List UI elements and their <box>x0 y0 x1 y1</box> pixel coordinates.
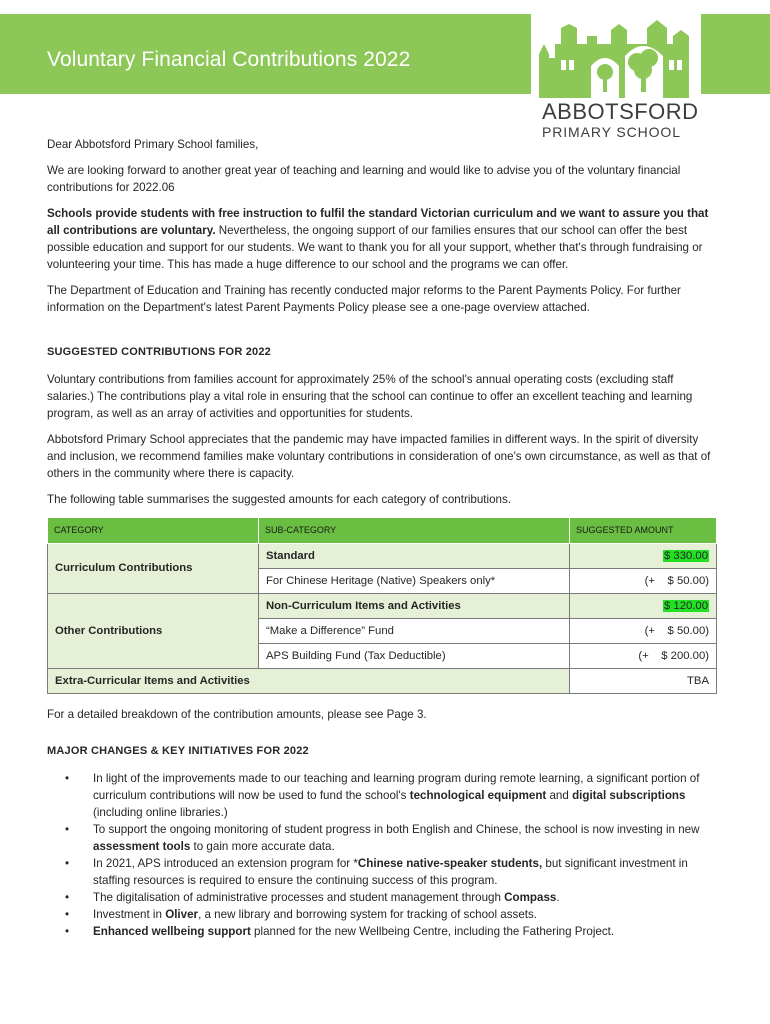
highlighted-amount: $ 330.00 <box>664 549 708 562</box>
initiatives-list <box>47 770 720 940</box>
list-item-text: In 2021, APS introduced an extension program for * <box>93 857 358 870</box>
logo-school-subtitle: PRIMARY SCHOOL <box>542 124 681 140</box>
breakdown-note: For a detailed breakdown of the contribution amounts, please see Page 3. <box>47 708 427 721</box>
list-item-text: Investment in <box>93 908 166 921</box>
amount-cell: (+ $ 50.00) <box>570 619 717 644</box>
category-cell: Other Contributions <box>48 594 259 669</box>
list-item-text: (including online libraries.) <box>93 806 228 819</box>
subcategory-cell: For Chinese Heritage (Native) Speakers only* <box>259 569 570 594</box>
intro-paragraph: We are looking forward to another great year of teaching and learning and would like to advise you of the voluntary financial contributions for 2022.06 <box>47 164 681 194</box>
list-item <box>93 855 720 889</box>
category-cell: Curriculum Contributions <box>48 544 259 594</box>
subcategory-cell: “Make a Difference” Fund <box>259 619 570 644</box>
list-item <box>93 923 720 940</box>
list-item-text: planned for the new Wellbeing Centre, including the Fathering Project. <box>250 925 615 938</box>
logo-school-name: ABBOTSFORD <box>542 99 699 124</box>
policy-paragraph: The Department of Education and Training has recently conducted major reforms to the Parent Payments Policy. For further information on the Department's latest Parent Payments Policy please see a one-page overview attached. <box>47 284 681 314</box>
list-item <box>93 770 720 821</box>
school-building-icon <box>531 14 701 98</box>
subcategory-cell: APS Building Fund (Tax Deductible) <box>259 644 570 669</box>
major-changes-heading: MAJOR CHANGES & KEY INITIATIVES FOR 2022 <box>47 745 309 757</box>
list-item-emphasis: digital subscriptions <box>572 789 686 802</box>
table-row <box>48 544 717 569</box>
list-item <box>93 821 720 855</box>
table-header-row <box>48 518 717 544</box>
list-item-text: , a new library and borrowing system for tracking of school assets. <box>198 908 538 921</box>
suggested-contributions-heading: SUGGESTED CONTRIBUTIONS FOR 2022 <box>47 346 271 358</box>
list-item-emphasis: Enhanced wellbeing support <box>93 925 251 938</box>
table-intro: The following table summarises the suggested amounts for each category of contributions. <box>47 493 511 506</box>
header-amount: SUGGESTED AMOUNT <box>570 518 717 544</box>
page-title: Voluntary Financial Contributions 2022 <box>47 48 411 71</box>
list-item-text: To support the ongoing monitoring of student progress in both English and Chinese, the school is now investing in new <box>93 823 700 836</box>
list-item-emphasis: assessment tools <box>93 840 191 853</box>
letter-body <box>47 136 720 940</box>
list-item-text: to gain more accurate data. <box>190 840 335 853</box>
subcategory-cell: Non-Curriculum Items and Activities <box>259 594 570 619</box>
list-item-emphasis: technological equipment <box>409 789 547 802</box>
list-item-text: but significant investment in staffing resources is required to ensure the continuing success of this program. <box>93 857 688 887</box>
category-cell: Extra-Curricular Items and Activities <box>48 669 570 694</box>
list-item <box>93 889 720 906</box>
subcategory-cell: Standard <box>259 544 570 569</box>
list-item-emphasis: Compass <box>504 891 557 904</box>
amount-cell <box>570 594 717 619</box>
amount-cell: (+ $ 200.00) <box>570 644 717 669</box>
list-item-emphasis: Chinese native-speaker students, <box>357 857 543 870</box>
amount-cell <box>570 544 717 569</box>
header-category: CATEGORY <box>48 518 259 544</box>
list-item-text: . <box>556 891 560 904</box>
header-subcategory: SUB-CATEGORY <box>259 518 570 544</box>
voluntary-paragraph-rest: Nevertheless, the ongoing support of our families ensures that our school can offer the best possible education and support for our students. We want to thank you for all your support, whether that's through fundraising or volunteering your time. This has made a huge difference to our school and the programs we can offer. <box>47 224 703 271</box>
contributions-paragraph: Voluntary contributions from families account for approximately 25% of the school's annual operating costs (excluding staff salaries.) The contributions play a vital role in ensuring that the school can continue to offer an excellent teaching and learning program, as well as an array of activities and opportunities for students. <box>47 373 693 420</box>
highlighted-amount: $ 120.00 <box>664 599 708 612</box>
list-item-text: The digitalisation of administrative processes and student management through <box>93 891 505 904</box>
pandemic-paragraph: Abbotsford Primary School appreciates that the pandemic may have impacted families in different ways. In the spirit of diversity and inclusion, we recommend families make voluntary contributions in consideration of one's own circumstance, as well as that of others in the community where there is capacity. <box>47 433 711 480</box>
contributions-table <box>47 517 717 694</box>
amount-cell: TBA <box>570 669 717 694</box>
list-item-text: In light of the improvements made to our teaching and learning program during remote learning, a significant portion of curriculum contributions will now be used to fund the school's <box>93 772 700 802</box>
list-item-text: and <box>546 789 573 802</box>
voluntary-paragraph <box>47 205 720 273</box>
table-row <box>48 594 717 619</box>
list-item <box>93 906 720 923</box>
list-item-emphasis: Oliver <box>165 908 199 921</box>
amount-cell: (+ $ 50.00) <box>570 569 717 594</box>
greeting: Dear Abbotsford Primary School families, <box>47 138 259 151</box>
voluntary-statement: Schools provide students with free instruction to fulfil the standard Victorian curriculum and we want to assure you that all contributions are voluntary. <box>47 207 709 237</box>
table-row <box>48 669 717 694</box>
